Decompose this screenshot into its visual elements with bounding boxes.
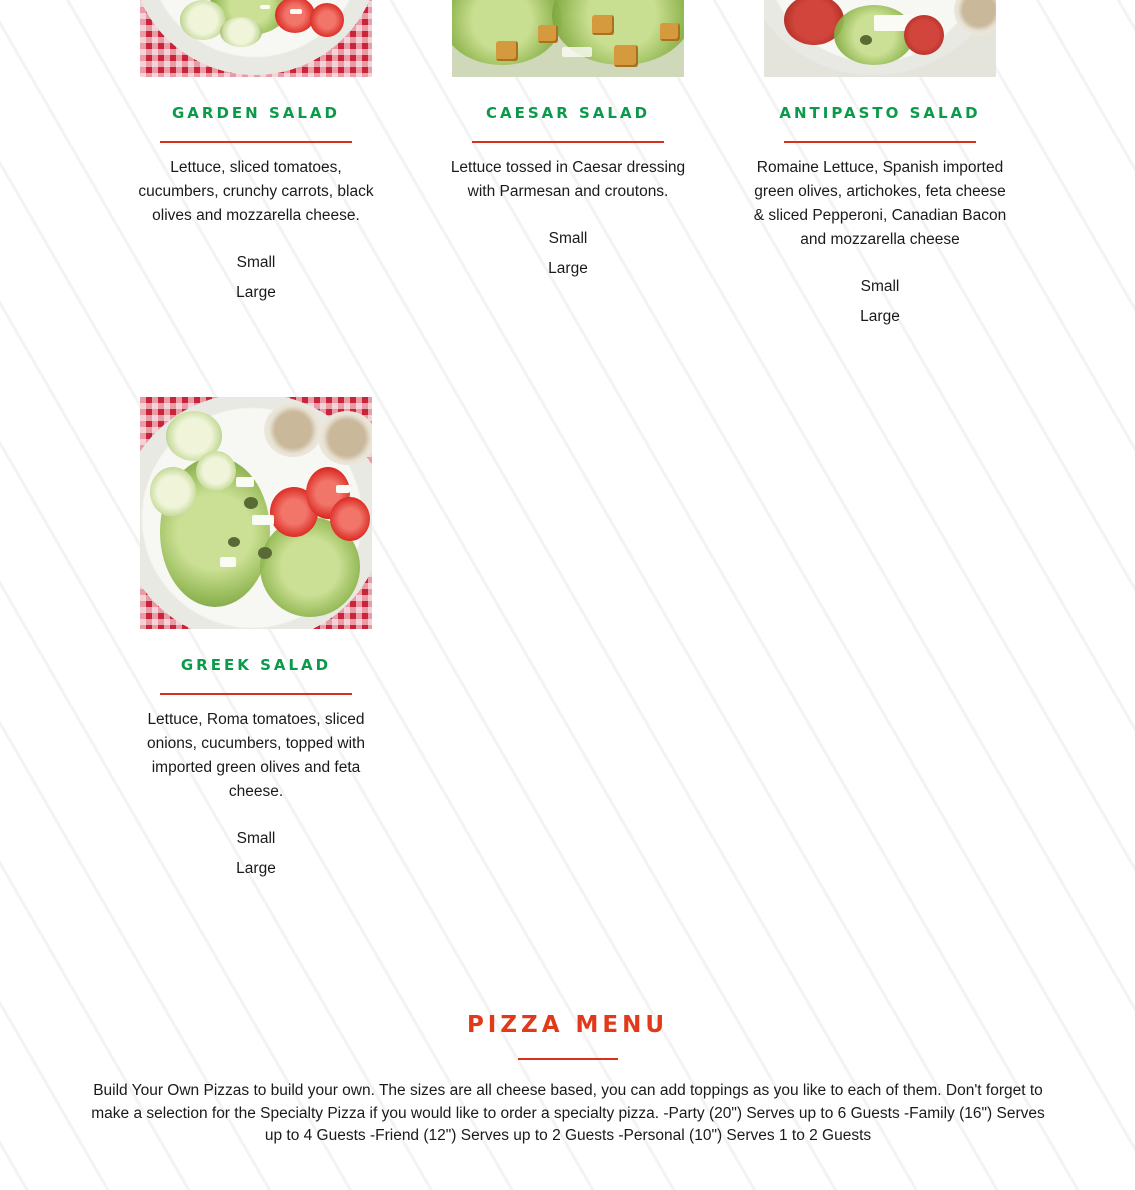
caesar-salad-photo (452, 0, 684, 77)
garden-salad-description: Lettuce, sliced tomatoes, cucumbers, crunchy carrots, black olives and mozzarella cheese. (138, 159, 374, 224)
antipasto-salad-size-large: Large (860, 308, 900, 325)
greek-salad-photo (140, 397, 372, 629)
garden-salad-title: GARDEN SALAD (172, 104, 340, 122)
greek-salad-size-large: Large (236, 860, 276, 877)
garden-salad-photo (140, 0, 372, 77)
antipasto-salad-size-small: Small (860, 278, 900, 295)
caesar-salad-divider (472, 141, 664, 143)
garden-salad-size-small: Small (236, 254, 276, 271)
garden-salad-size-large: Large (236, 284, 276, 301)
antipasto-salad-title: ANTIPASTO SALAD (779, 104, 981, 122)
greek-salad-description: Lettuce, Roma tomatoes, sliced onions, cucumbers, topped with imported green olives and feta cheese. (147, 711, 365, 800)
greek-salad-size-small: Small (236, 830, 276, 847)
pizza-menu-divider (518, 1058, 618, 1060)
antipasto-salad-description: Romaine Lettuce, Spanish imported green olives, artichokes, feta cheese & sliced Pepperoni, Canadian Bacon and mozzarella cheese (753, 159, 1007, 248)
pizza-menu-title: PIZZA MENU (466, 1012, 669, 1038)
antipasto-salad-photo (764, 0, 996, 77)
caesar-salad-title: CAESAR SALAD (485, 104, 651, 122)
greek-salad-divider (160, 693, 352, 695)
pizza-menu-description: Build Your Own Pizzas to build your own. The sizes are all cheese based, you can add toppings as you like to each of them. Don't forget to make a selection for the Specialty Pizza if you would like to order a specialty pizza. -Party (20") Serves up to 6 Guests -Family (16") Serves up to 4 Guests -Friend (12") Serves up to 2 Guests -Personal (10") Serves 1 to 2 Guests (91, 1082, 1045, 1144)
caesar-salad-size-small: Small (548, 230, 588, 247)
antipasto-salad-divider (784, 141, 976, 143)
greek-salad-title: GREEK SALAD (180, 656, 332, 674)
garden-salad-divider (160, 141, 352, 143)
caesar-salad-size-large: Large (548, 260, 588, 277)
caesar-salad-description: Lettuce tossed in Caesar dressing with Parmesan and croutons. (450, 159, 686, 200)
